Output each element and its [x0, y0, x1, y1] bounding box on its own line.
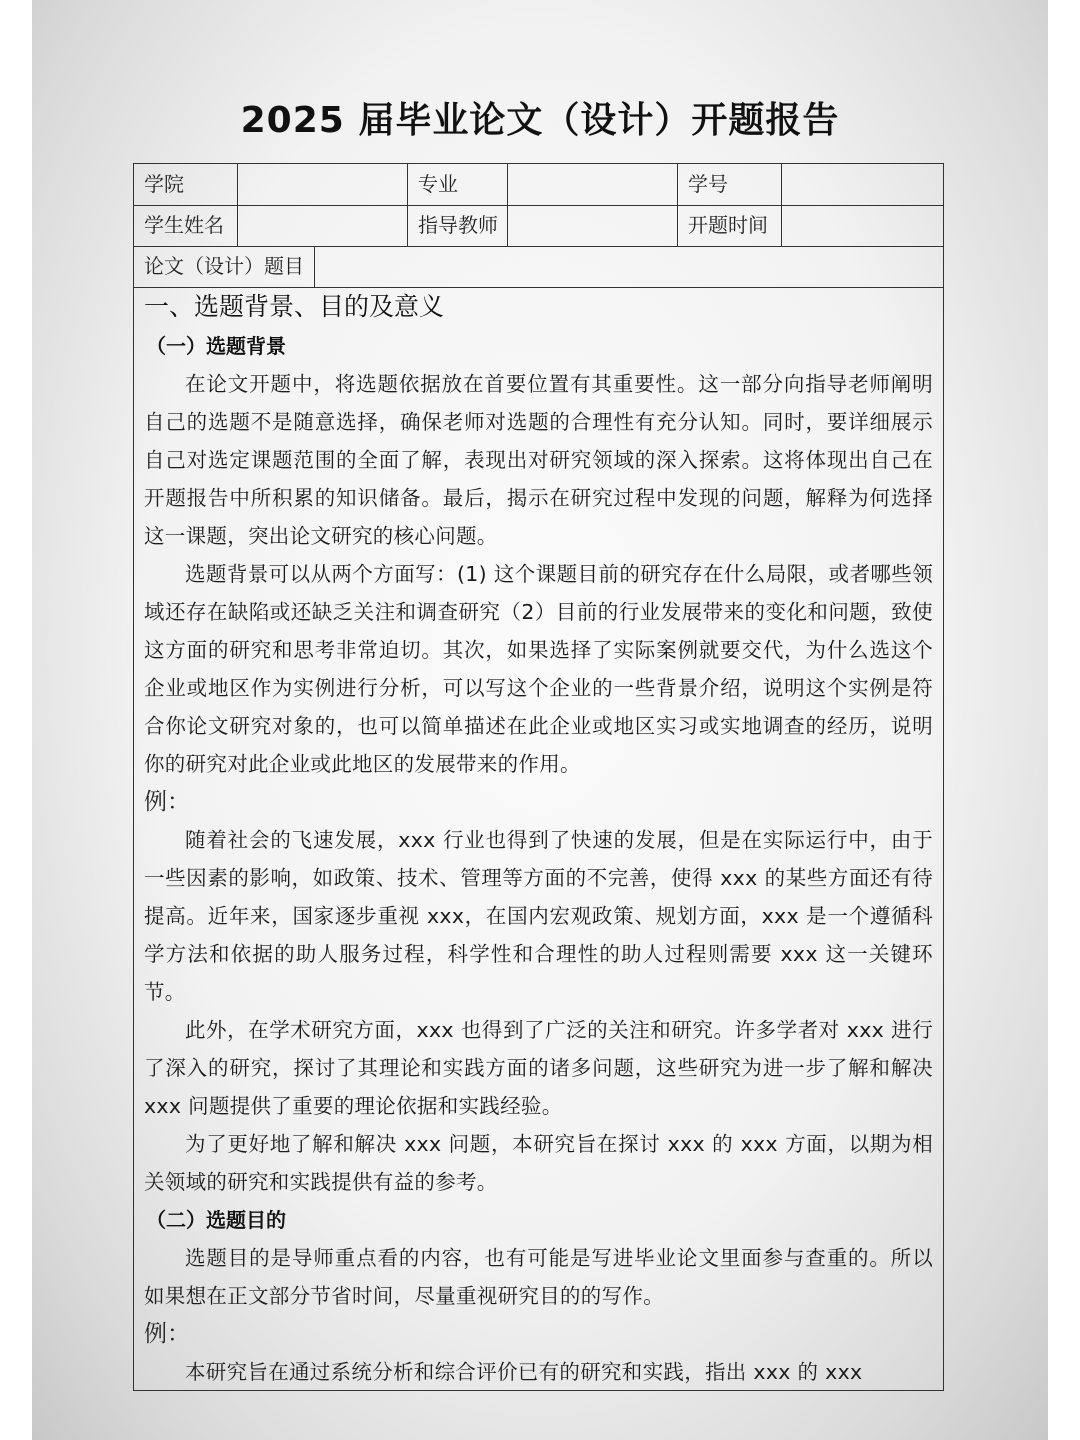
paragraph: 本研究旨在通过系统分析和综合评价已有的研究和实践，指出 xxx 的 xxx [185, 1360, 863, 1384]
subsection-heading-purpose: （二）选题目的 [146, 1208, 286, 1232]
paragraph: 在论文开题中，将选题依据放在首要位置有其重要性。这一部分向指导老师阐明自己的选题不是随意选择，确保老师对选题的合理性有充分认知。同时，要详细展示自己对选定课题范围的全面了解，表现出对研究领域的深入探索。这将体现出自己在开题报告中所积累的知识储备。最后，揭示在研究过程中发现的问题，解释为何选择这一课题，突出论文研究的核心问题。 [144, 372, 933, 548]
field-proposal-date[interactable] [782, 205, 945, 246]
section-heading-1: 一、选题背景、目的及意义 [144, 292, 445, 321]
document-page [32, 0, 1048, 1440]
report-form [133, 163, 944, 1391]
field-advisor[interactable] [508, 205, 678, 246]
field-student-name[interactable] [238, 205, 408, 246]
paragraph: 此外，在学术研究方面，xxx 也得到了广泛的关注和研究。许多学者对 xxx 进行了深入的研究，探讨了其理论和实践方面的诸多问题，这些研究为进一步了解和解决 xxx 问题提供了重要的理论依据和实践经验。 [144, 1018, 933, 1118]
field-student-id[interactable] [782, 164, 945, 205]
label-advisor: 指导教师 [408, 205, 508, 246]
label-thesis-topic: 论文（设计）题目 [134, 246, 315, 287]
form-row-3 [134, 246, 943, 288]
field-college[interactable] [238, 164, 408, 205]
form-row-2 [134, 205, 943, 247]
field-thesis-topic[interactable] [315, 246, 945, 287]
label-major: 专业 [408, 164, 508, 205]
paragraph: 随着社会的飞速发展，xxx 行业也得到了快速的发展，但是在实际运行中，由于一些因素的影响，如政策、技术、管理等方面的不完善，使得 xxx 的某些方面还有待提高。近年来，国家逐步重视 xxx，在国内宏观政策、规划方面，xxx 是一个遵循科学方法和依据的助人服务过程，科学性和合理性的助人过程则需要 xxx 这一关键环节。 [144, 828, 933, 1004]
form-row-1 [134, 164, 943, 206]
label-student-name: 学生姓名 [134, 205, 238, 246]
form-body [134, 287, 943, 1391]
paragraph: 选题背景可以从两个方面写：(1) 这个课题目前的研究存在什么局限，或者哪些领域还存在缺陷或还缺乏关注和调查研究（2）目前的行业发展带来的变化和问题，致使这方面的研究和思考非常迫切。其次，如果选择了实际案例就要交代，为什么选这个企业或地区作为实例进行分析，可以写这个企业的一些背景介绍，说明这个实例是符合你论文研究对象的，也可以简单描述在此企业或地区实习或实地调查的经历，说明你的研究对此企业或此地区的发展带来的作用。 [144, 562, 933, 776]
label-student-id: 学号 [678, 164, 782, 205]
label-proposal-date: 开题时间 [678, 205, 782, 246]
label-college: 学院 [134, 164, 238, 205]
example-label: 例： [144, 1321, 190, 1347]
report-title: 2025 届毕业论文（设计）开题报告 [240, 100, 840, 141]
subsection-heading-background: （一）选题背景 [146, 334, 286, 358]
example-label: 例： [144, 789, 190, 815]
paragraph: 为了更好地了解和解决 xxx 问题，本研究旨在探讨 xxx 的 xxx 方面，以期为相关领域的研究和实践提供有益的参考。 [144, 1132, 933, 1194]
field-major[interactable] [508, 164, 678, 205]
paragraph: 选题目的是导师重点看的内容，也有可能是写进毕业论文里面参与查重的。所以如果想在正文部分节省时间，尽量重视研究目的的写作。 [144, 1246, 933, 1308]
